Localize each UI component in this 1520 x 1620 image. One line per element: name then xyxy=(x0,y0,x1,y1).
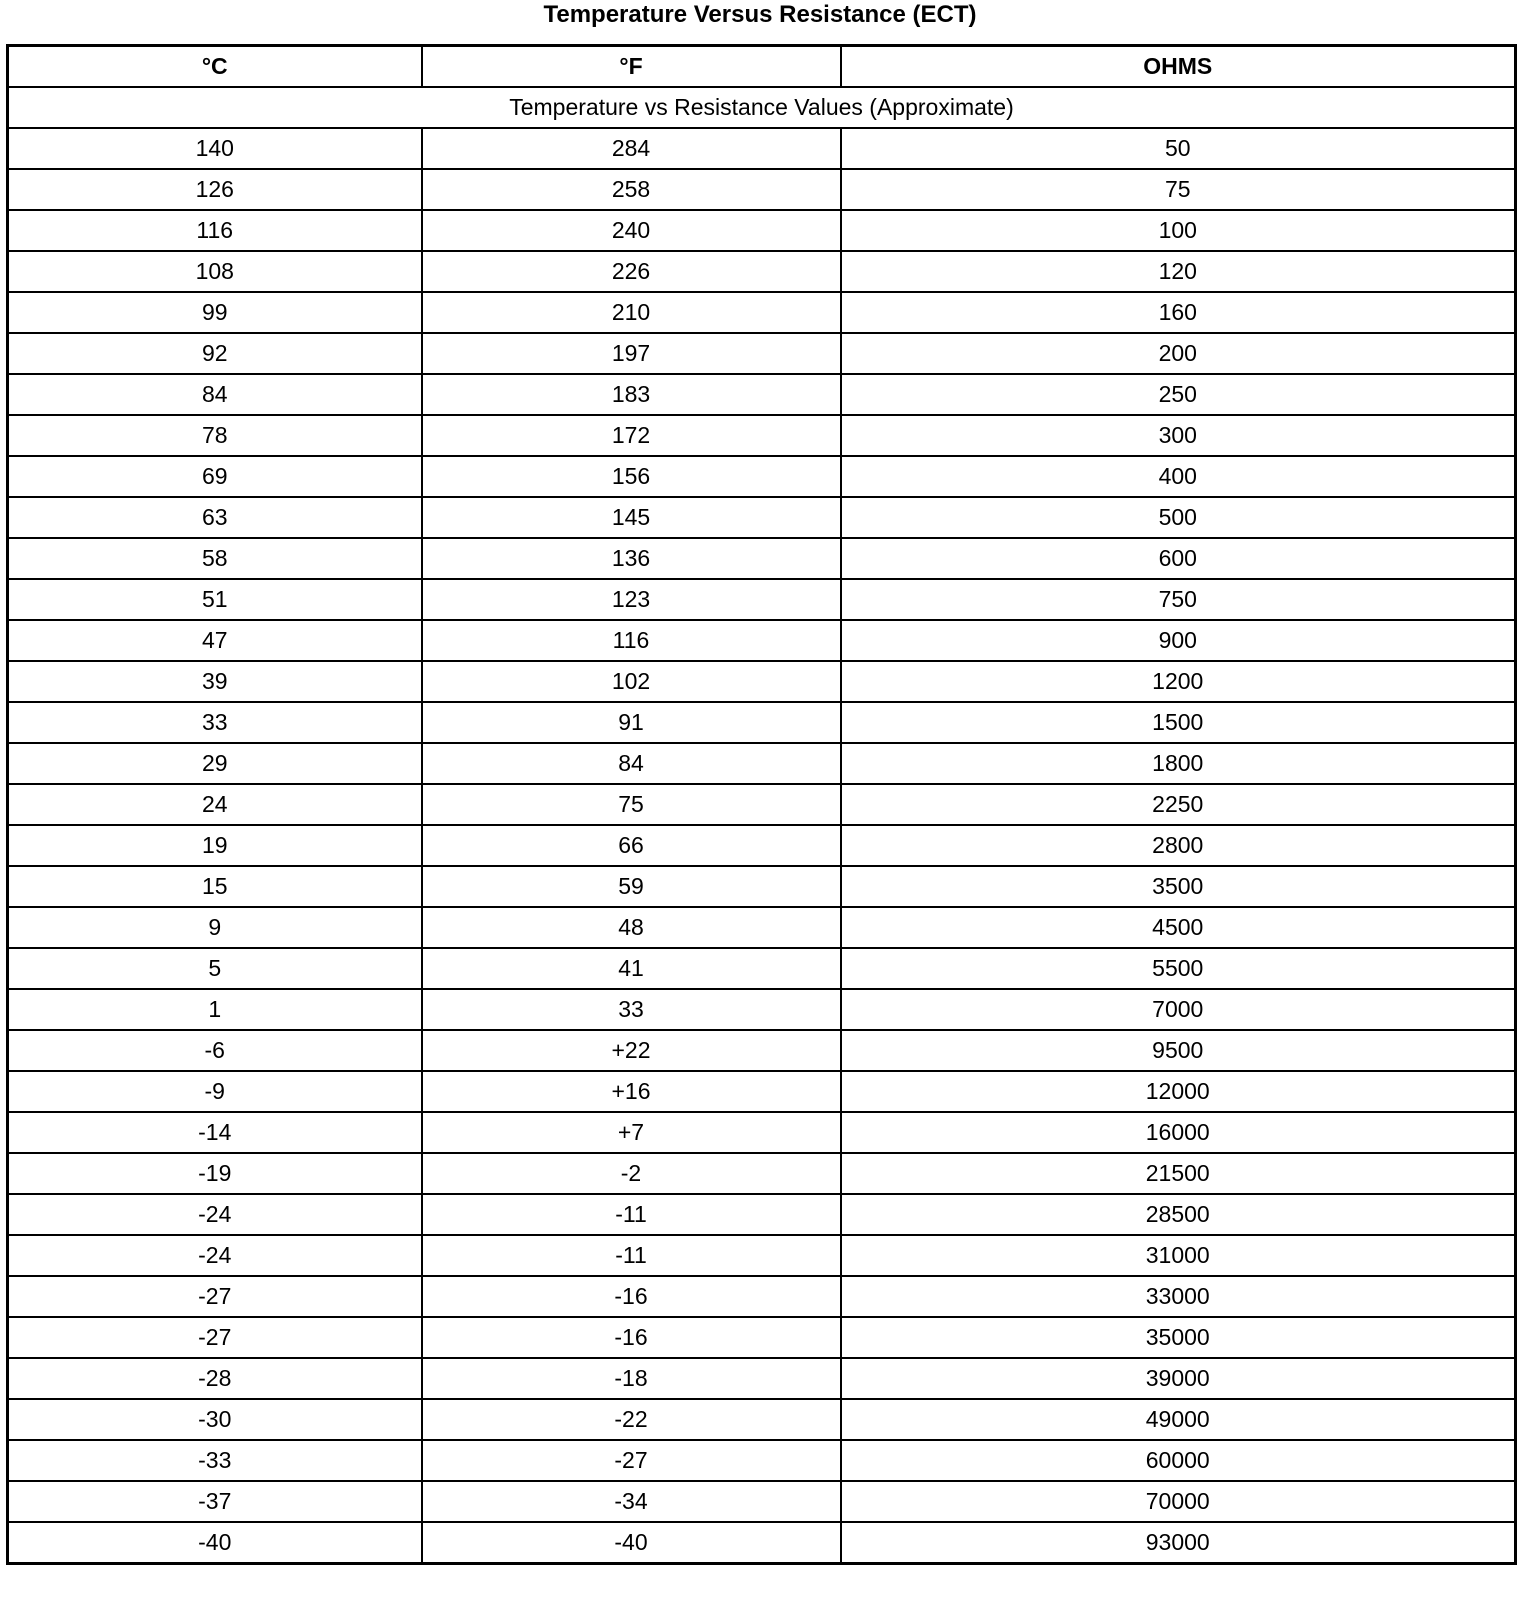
cell-ohms: 33000 xyxy=(841,1276,1516,1317)
table-row xyxy=(8,784,1516,825)
cell-ohms: 70000 xyxy=(841,1481,1516,1522)
cell-ohms: 9500 xyxy=(841,1030,1516,1071)
table-row xyxy=(8,128,1516,169)
table-row xyxy=(8,866,1516,907)
cell-ohms: 7000 xyxy=(841,989,1516,1030)
table-subtitle: Temperature vs Resistance Values (Approximate) xyxy=(8,87,1516,128)
cell-ohms: 16000 xyxy=(841,1112,1516,1153)
table-row xyxy=(8,948,1516,989)
cell-fahrenheit: 183 xyxy=(422,374,841,415)
cell-ohms: 250 xyxy=(841,374,1516,415)
cell-fahrenheit: 84 xyxy=(422,743,841,784)
cell-fahrenheit: 116 xyxy=(422,620,841,661)
cell-celsius: 1 xyxy=(8,989,422,1030)
table-row xyxy=(8,702,1516,743)
cell-ohms: 750 xyxy=(841,579,1516,620)
cell-ohms: 5500 xyxy=(841,948,1516,989)
table-row xyxy=(8,579,1516,620)
cell-ohms: 4500 xyxy=(841,907,1516,948)
cell-celsius: 69 xyxy=(8,456,422,497)
table-row xyxy=(8,1112,1516,1153)
table-subtitle-row xyxy=(8,87,1516,128)
header-celsius: °C xyxy=(8,46,422,88)
cell-fahrenheit: +22 xyxy=(422,1030,841,1071)
cell-ohms: 100 xyxy=(841,210,1516,251)
cell-fahrenheit: +16 xyxy=(422,1071,841,1112)
cell-celsius: 108 xyxy=(8,251,422,292)
cell-celsius: 99 xyxy=(8,292,422,333)
table-row xyxy=(8,1481,1516,1522)
cell-fahrenheit: -22 xyxy=(422,1399,841,1440)
cell-ohms: 50 xyxy=(841,128,1516,169)
table-row xyxy=(8,333,1516,374)
cell-celsius: 5 xyxy=(8,948,422,989)
table-row xyxy=(8,1235,1516,1276)
table-row xyxy=(8,661,1516,702)
table-row xyxy=(8,1071,1516,1112)
table-row xyxy=(8,210,1516,251)
cell-celsius: -19 xyxy=(8,1153,422,1194)
table-row xyxy=(8,743,1516,784)
cell-fahrenheit: 48 xyxy=(422,907,841,948)
cell-celsius: -9 xyxy=(8,1071,422,1112)
table-row xyxy=(8,1522,1516,1564)
cell-celsius: -27 xyxy=(8,1317,422,1358)
cell-ohms: 1200 xyxy=(841,661,1516,702)
cell-fahrenheit: 66 xyxy=(422,825,841,866)
cell-fahrenheit: 59 xyxy=(422,866,841,907)
cell-fahrenheit: 240 xyxy=(422,210,841,251)
cell-celsius: -24 xyxy=(8,1235,422,1276)
cell-fahrenheit: -11 xyxy=(422,1194,841,1235)
cell-celsius: -40 xyxy=(8,1522,422,1564)
cell-celsius: 92 xyxy=(8,333,422,374)
cell-fahrenheit: 226 xyxy=(422,251,841,292)
cell-ohms: 300 xyxy=(841,415,1516,456)
cell-fahrenheit: 123 xyxy=(422,579,841,620)
cell-ohms: 60000 xyxy=(841,1440,1516,1481)
cell-fahrenheit: -2 xyxy=(422,1153,841,1194)
cell-ohms: 28500 xyxy=(841,1194,1516,1235)
cell-fahrenheit: 258 xyxy=(422,169,841,210)
cell-fahrenheit: 41 xyxy=(422,948,841,989)
table-row xyxy=(8,374,1516,415)
cell-ohms: 75 xyxy=(841,169,1516,210)
table-row xyxy=(8,907,1516,948)
cell-ohms: 31000 xyxy=(841,1235,1516,1276)
cell-fahrenheit: 210 xyxy=(422,292,841,333)
cell-ohms: 2250 xyxy=(841,784,1516,825)
cell-fahrenheit: 136 xyxy=(422,538,841,579)
cell-fahrenheit: 172 xyxy=(422,415,841,456)
cell-celsius: -14 xyxy=(8,1112,422,1153)
cell-celsius: -37 xyxy=(8,1481,422,1522)
cell-ohms: 21500 xyxy=(841,1153,1516,1194)
cell-celsius: -27 xyxy=(8,1276,422,1317)
cell-fahrenheit: 197 xyxy=(422,333,841,374)
cell-fahrenheit: 33 xyxy=(422,989,841,1030)
cell-celsius: -28 xyxy=(8,1358,422,1399)
cell-celsius: 9 xyxy=(8,907,422,948)
ect-resistance-table xyxy=(6,44,1517,1565)
table-row xyxy=(8,1194,1516,1235)
cell-fahrenheit: -11 xyxy=(422,1235,841,1276)
cell-celsius: -24 xyxy=(8,1194,422,1235)
cell-fahrenheit: -34 xyxy=(422,1481,841,1522)
cell-celsius: 24 xyxy=(8,784,422,825)
cell-fahrenheit: 75 xyxy=(422,784,841,825)
cell-ohms: 3500 xyxy=(841,866,1516,907)
table-header-row xyxy=(8,46,1516,88)
cell-ohms: 160 xyxy=(841,292,1516,333)
cell-celsius: 78 xyxy=(8,415,422,456)
table-row xyxy=(8,620,1516,661)
page-title: Temperature Versus Resistance (ECT) xyxy=(543,1,977,28)
table-row xyxy=(8,415,1516,456)
cell-celsius: 29 xyxy=(8,743,422,784)
cell-fahrenheit: 145 xyxy=(422,497,841,538)
cell-ohms: 120 xyxy=(841,251,1516,292)
cell-celsius: 47 xyxy=(8,620,422,661)
table-row xyxy=(8,1276,1516,1317)
cell-celsius: 58 xyxy=(8,538,422,579)
cell-celsius: 19 xyxy=(8,825,422,866)
cell-celsius: 116 xyxy=(8,210,422,251)
cell-celsius: 84 xyxy=(8,374,422,415)
table-row xyxy=(8,1399,1516,1440)
cell-fahrenheit: -18 xyxy=(422,1358,841,1399)
table-row xyxy=(8,538,1516,579)
table-row xyxy=(8,1030,1516,1071)
table-row xyxy=(8,251,1516,292)
cell-celsius: -30 xyxy=(8,1399,422,1440)
cell-fahrenheit: 91 xyxy=(422,702,841,743)
cell-ohms: 1500 xyxy=(841,702,1516,743)
cell-ohms: 1800 xyxy=(841,743,1516,784)
cell-ohms: 12000 xyxy=(841,1071,1516,1112)
cell-ohms: 400 xyxy=(841,456,1516,497)
cell-ohms: 600 xyxy=(841,538,1516,579)
cell-ohms: 500 xyxy=(841,497,1516,538)
table-row xyxy=(8,1440,1516,1481)
cell-celsius: -6 xyxy=(8,1030,422,1071)
cell-celsius: 126 xyxy=(8,169,422,210)
header-fahrenheit: °F xyxy=(422,46,841,88)
cell-celsius: 63 xyxy=(8,497,422,538)
cell-celsius: -33 xyxy=(8,1440,422,1481)
cell-ohms: 35000 xyxy=(841,1317,1516,1358)
cell-fahrenheit: 102 xyxy=(422,661,841,702)
cell-ohms: 900 xyxy=(841,620,1516,661)
cell-fahrenheit: 284 xyxy=(422,128,841,169)
cell-fahrenheit: -16 xyxy=(422,1276,841,1317)
table-row xyxy=(8,825,1516,866)
cell-fahrenheit: -16 xyxy=(422,1317,841,1358)
table-row xyxy=(8,1153,1516,1194)
cell-celsius: 140 xyxy=(8,128,422,169)
table-row xyxy=(8,456,1516,497)
cell-fahrenheit: 156 xyxy=(422,456,841,497)
table-row xyxy=(8,292,1516,333)
cell-celsius: 39 xyxy=(8,661,422,702)
cell-celsius: 15 xyxy=(8,866,422,907)
table-row xyxy=(8,1317,1516,1358)
cell-ohms: 93000 xyxy=(841,1522,1516,1564)
cell-ohms: 2800 xyxy=(841,825,1516,866)
table-row xyxy=(8,497,1516,538)
cell-ohms: 49000 xyxy=(841,1399,1516,1440)
cell-fahrenheit: -27 xyxy=(422,1440,841,1481)
cell-celsius: 33 xyxy=(8,702,422,743)
cell-celsius: 51 xyxy=(8,579,422,620)
cell-ohms: 200 xyxy=(841,333,1516,374)
header-ohms: OHMS xyxy=(841,46,1516,88)
cell-ohms: 39000 xyxy=(841,1358,1516,1399)
table-row xyxy=(8,989,1516,1030)
cell-fahrenheit: -40 xyxy=(422,1522,841,1564)
table-row xyxy=(8,169,1516,210)
cell-fahrenheit: +7 xyxy=(422,1112,841,1153)
table-row xyxy=(8,1358,1516,1399)
